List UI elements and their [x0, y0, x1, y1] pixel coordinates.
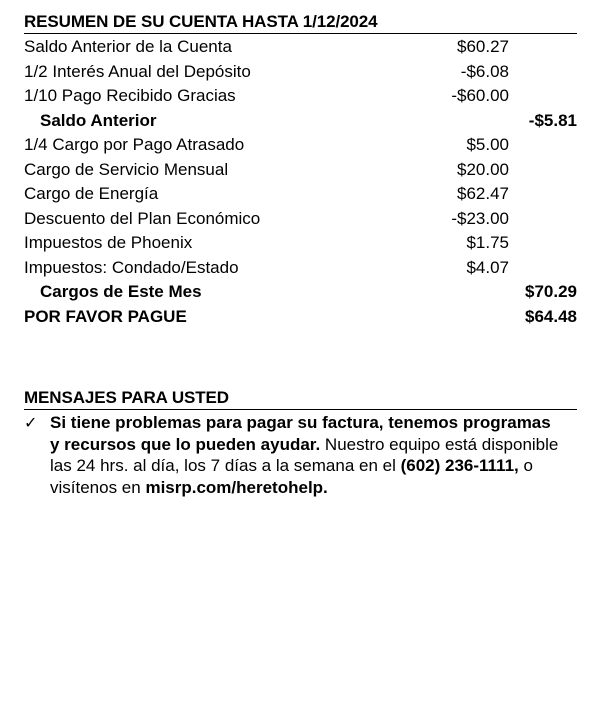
- summary-row-county-state-taxes: [24, 256, 577, 281]
- message-item: [24, 412, 577, 498]
- message-body-2: o visítenos en: [50, 456, 533, 497]
- row-label: Cargo de Servicio Mensual: [24, 159, 229, 179]
- row-total: $70.29: [525, 282, 577, 301]
- row-amount: $4.07: [466, 257, 509, 277]
- summary-row-monthly-service: [24, 158, 577, 183]
- summary-row-economy-discount: [24, 207, 577, 232]
- account-summary: [24, 12, 577, 329]
- message-text: [50, 412, 560, 498]
- row-total: $64.48: [525, 306, 577, 326]
- message-body-1: Nuestro equipo está disponible las 24 hrs. al día, los 7 días a la semana en el: [50, 434, 559, 475]
- messages-title: MENSAJES PARA USTED: [24, 388, 577, 410]
- row-label: 1/4 Cargo por Pago Atrasado: [24, 135, 245, 154]
- message-phone: (602) 236-1111,: [400, 456, 519, 475]
- row-label: Cargos de Este Mes: [40, 282, 202, 301]
- summary-row-previous-balance-subtotal: [24, 109, 577, 134]
- row-amount: -$60.00: [451, 86, 509, 105]
- row-amount: $5.00: [466, 135, 509, 154]
- summary-row-previous-balance: [24, 35, 577, 60]
- summary-row-late-fee: [24, 133, 577, 158]
- row-total: -$5.81: [528, 110, 577, 130]
- row-label: Impuestos: Condado/Estado: [24, 257, 239, 277]
- summary-row-current-charges: [24, 280, 577, 305]
- row-label: Cargo de Energía: [24, 184, 159, 203]
- messages-section: [24, 388, 577, 498]
- row-amount: $62.47: [457, 184, 509, 203]
- summary-rows: [24, 35, 577, 329]
- row-amount: $60.27: [457, 37, 509, 56]
- row-amount: $1.75: [466, 233, 509, 252]
- row-label: Descuento del Plan Económico: [24, 208, 261, 228]
- summary-row-phoenix-taxes: [24, 231, 577, 256]
- row-label: Saldo Anterior de la Cuenta: [24, 37, 232, 56]
- row-label: Saldo Anterior: [40, 110, 157, 130]
- summary-row-energy-charge: [24, 182, 577, 207]
- row-label: Impuestos de Phoenix: [24, 233, 193, 252]
- row-label: 1/10 Pago Recibido Gracias: [24, 86, 236, 105]
- row-label: POR FAVOR PAGUE: [24, 306, 187, 326]
- row-amount: -$23.00: [451, 208, 509, 228]
- summary-row-please-pay: [24, 305, 577, 330]
- message-bold-intro: Si tiene problemas para pagar su factura, tenemos programas y recursos que lo pueden ayudar.: [50, 413, 551, 454]
- row-amount: -$6.08: [460, 61, 509, 81]
- message-url: misrp.com/heretohelp.: [145, 477, 328, 497]
- row-amount: $20.00: [457, 159, 509, 179]
- summary-row-payment-received: [24, 84, 577, 109]
- checkmark-icon: ✓: [24, 413, 38, 432]
- summary-row-deposit-interest: [24, 60, 577, 85]
- row-label: 1/2 Interés Anual del Depósito: [24, 61, 251, 81]
- summary-title: RESUMEN DE SU CUENTA HASTA 1/12/2024: [24, 12, 577, 34]
